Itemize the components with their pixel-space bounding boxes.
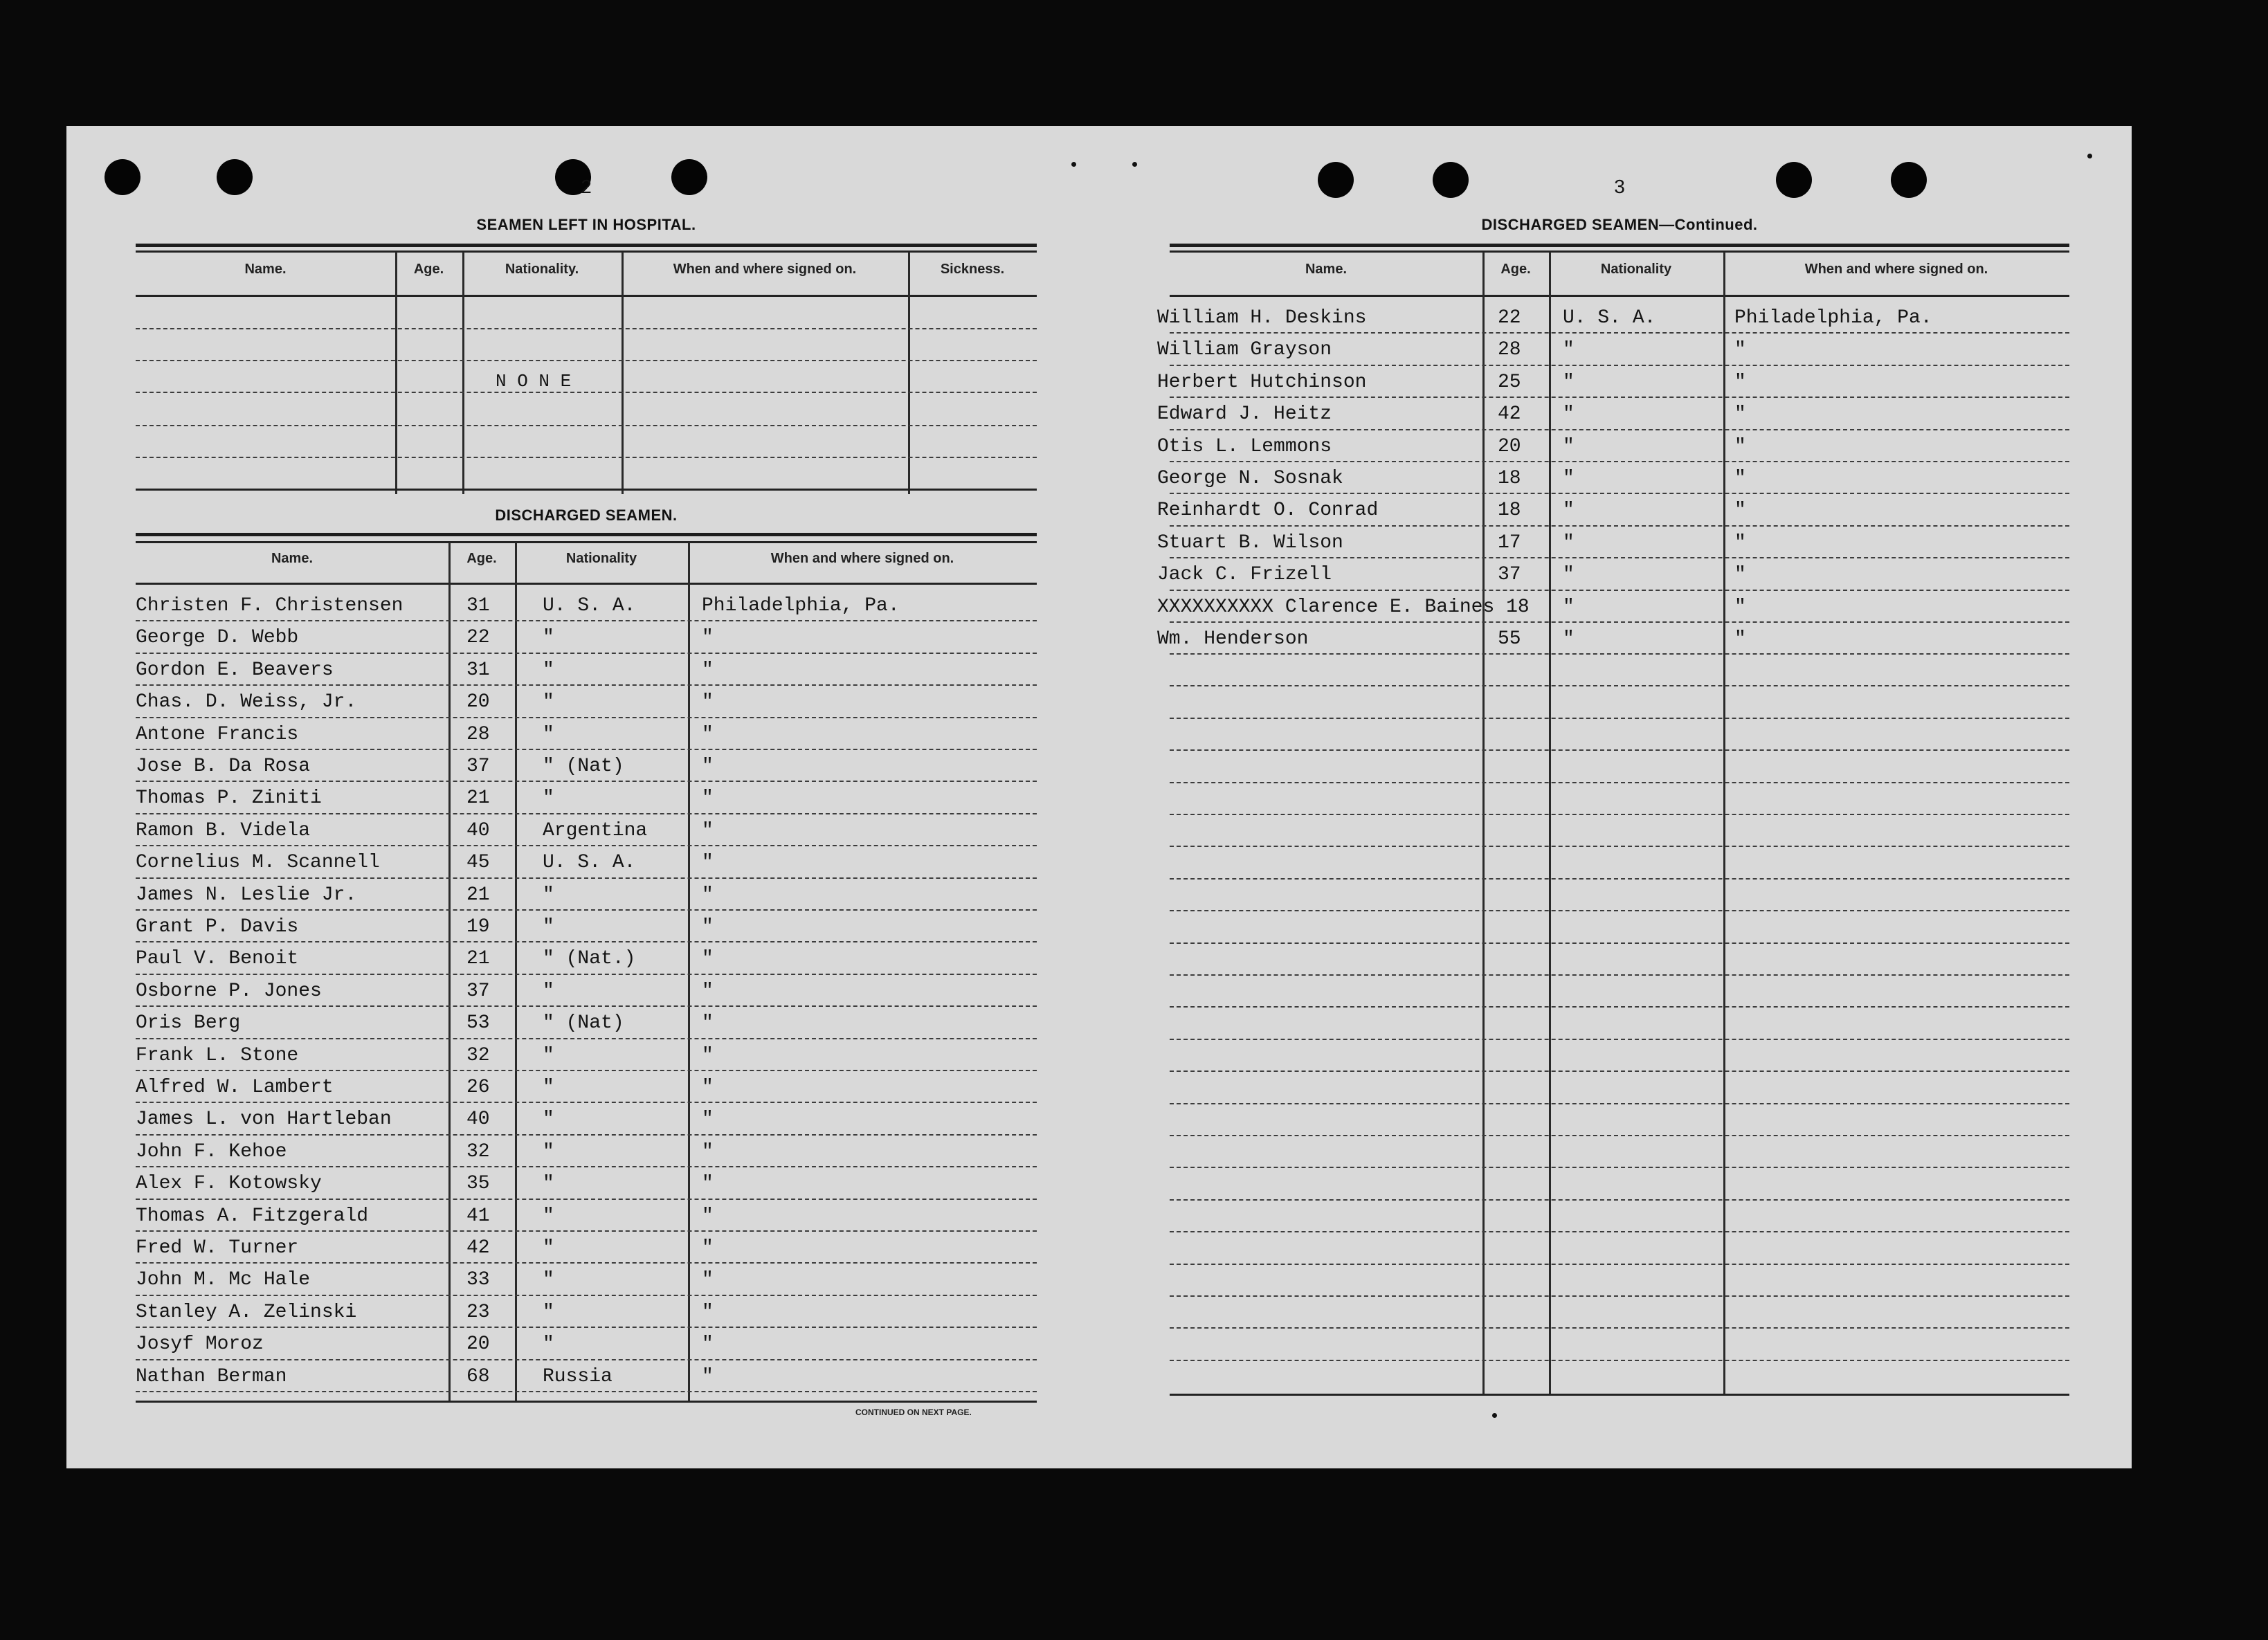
cell-nationality: "	[543, 787, 554, 810]
ruled-line	[1170, 1103, 2069, 1104]
ruled-line	[136, 1295, 1037, 1296]
cell-signed-on: "	[1734, 371, 1746, 393]
column-header-name: Name.	[244, 262, 287, 277]
ruled-line	[136, 974, 1037, 975]
cell-name: William Grayson	[1157, 339, 1332, 361]
cell-signed-on: "	[702, 1205, 714, 1227]
cell-signed-on: "	[702, 1237, 714, 1259]
ruled-line	[1170, 942, 2069, 944]
cell-age: 17	[1498, 531, 1521, 554]
table-row	[136, 751, 1037, 783]
table-row	[1157, 432, 2069, 464]
cell-nationality: "	[543, 1237, 554, 1259]
ruled-line	[136, 1102, 1037, 1103]
column-header-signed-on: When and where signed on.	[1804, 262, 1988, 277]
table-row	[136, 1201, 1037, 1233]
cell-nationality: "	[543, 1077, 554, 1098]
cell-nationality: "	[543, 627, 554, 649]
table-row	[1157, 367, 2069, 399]
cell-signed-on: "	[702, 1109, 714, 1131]
cell-signed-on: "	[702, 980, 714, 1002]
cell-age: 21	[466, 787, 490, 810]
ruled-line	[1170, 685, 2069, 686]
ruled-line	[1170, 397, 2069, 398]
section-rule	[136, 250, 1037, 253]
cell-nationality: "	[543, 916, 554, 938]
cell-age: 31	[466, 659, 490, 681]
cell-name: Alfred W. Lambert	[136, 1077, 334, 1098]
ruled-line	[136, 392, 1037, 393]
cell-name: George D. Webb	[136, 627, 299, 649]
ruled-line	[1170, 1167, 2069, 1168]
table-row	[136, 1169, 1037, 1201]
cell-nationality: "	[1563, 339, 1575, 361]
cell-signed-on: "	[702, 1077, 714, 1098]
ink-speck	[2087, 154, 2092, 158]
ruled-line	[1170, 1070, 2069, 1072]
ruled-line	[1170, 910, 2069, 911]
table-row	[136, 1073, 1037, 1104]
ruled-line	[1170, 365, 2069, 366]
cell-nationality: "	[543, 1140, 554, 1163]
table-row	[136, 1297, 1037, 1329]
cell-age: 42	[466, 1237, 490, 1259]
cell-nationality: "	[1563, 564, 1575, 586]
cell-signed-on: "	[1734, 403, 1746, 426]
section-rule	[1170, 244, 2069, 247]
ruled-line	[1170, 1199, 2069, 1201]
ruled-line	[1170, 782, 2069, 783]
ruled-line	[136, 877, 1037, 879]
cell-nationality: Argentina	[543, 819, 648, 841]
table-row	[136, 1329, 1037, 1361]
ruled-line	[136, 813, 1037, 814]
section-title-hospital: SEAMEN LEFT IN HOSPITAL.	[476, 216, 696, 233]
cell-signed-on: "	[702, 948, 714, 970]
ruled-line	[1170, 718, 2069, 719]
table-row	[136, 976, 1037, 1008]
cell-name: Ramon B. Videla	[136, 819, 311, 841]
cell-signed-on: Philadelphia, Pa.	[702, 595, 900, 617]
column-header-name: Name.	[1305, 262, 1348, 277]
ruled-line	[136, 845, 1037, 846]
column-header-signed-on: When and where signed on.	[770, 551, 954, 566]
cell-signed-on: "	[702, 1365, 714, 1387]
table-row	[136, 591, 1037, 623]
ruled-line	[136, 653, 1037, 654]
ruled-line	[1170, 1295, 2069, 1297]
none-entry: N O N E	[496, 371, 572, 392]
cell-nationality: "	[1563, 596, 1575, 618]
table-row	[136, 783, 1037, 815]
table-row	[136, 880, 1037, 912]
cell-nationality: "	[543, 1205, 554, 1227]
cell-name: Alex F. Kotowsky	[136, 1173, 322, 1195]
cell-name: Nathan Berman	[136, 1365, 287, 1387]
table-bottom-rule	[136, 1401, 1037, 1403]
cell-name: Otis L. Lemmons	[1157, 435, 1332, 457]
cell-age: 35	[466, 1173, 490, 1195]
cell-nationality: U. S. A.	[543, 595, 636, 617]
cell-nationality: "	[543, 1044, 554, 1066]
cell-age: 33	[466, 1269, 490, 1291]
ruled-line	[1170, 1135, 2069, 1136]
table-row	[136, 912, 1037, 944]
record-sheet	[66, 126, 2132, 1468]
header-rule	[1170, 295, 2069, 297]
ruled-line	[136, 425, 1037, 426]
column-header-nationality: Nationality	[565, 551, 637, 566]
ruled-line	[1170, 1264, 2069, 1265]
ruled-line	[1170, 1327, 2069, 1329]
ruled-line	[136, 781, 1037, 782]
cell-name: George N. Sosnak	[1157, 468, 1343, 489]
table-row	[136, 1041, 1037, 1073]
cell-signed-on: "	[702, 1012, 714, 1035]
column-header-sickness: Sickness.	[940, 262, 1005, 277]
cell-age: 22	[1498, 307, 1521, 329]
header-rule	[136, 583, 1037, 585]
ruled-line	[1170, 621, 2069, 623]
ruled-line	[1170, 461, 2069, 462]
ruled-line	[136, 1359, 1037, 1360]
cell-age: 37	[466, 980, 490, 1002]
table-row	[1157, 335, 2069, 367]
table-row	[136, 1104, 1037, 1136]
cell-name: James N. Leslie Jr.	[136, 884, 357, 906]
cell-signed-on: Philadelphia, Pa.	[1734, 307, 1932, 329]
cell-age: 32	[466, 1044, 490, 1066]
cell-name: Cornelius M. Scannell	[136, 852, 380, 874]
ruled-line	[1170, 1039, 2069, 1040]
table-row	[1157, 399, 2069, 431]
ruled-line	[1170, 653, 2069, 655]
ruled-line	[1170, 846, 2069, 847]
ruled-line	[136, 360, 1037, 361]
cell-name: Jack C. Frizell	[1157, 564, 1332, 586]
ruled-line	[136, 1199, 1037, 1200]
column-header-nationality: Nationality.	[505, 262, 579, 277]
ruled-line	[136, 941, 1037, 942]
cell-name: Antone Francis	[136, 723, 299, 745]
cell-nationality: "	[543, 1301, 554, 1323]
cell-nationality: "	[543, 723, 554, 745]
cell-nationality: "	[1563, 628, 1575, 650]
table-row	[1157, 495, 2069, 527]
cell-nationality: "	[543, 1173, 554, 1195]
cell-signed-on: "	[1734, 468, 1746, 489]
cell-age: 28	[1498, 339, 1521, 361]
cell-signed-on: "	[702, 787, 714, 810]
ruled-line	[1170, 1360, 2069, 1361]
table-row	[136, 623, 1037, 655]
cell-signed-on: "	[1734, 596, 1746, 618]
cell-nationality: U. S. A.	[543, 852, 636, 874]
cell-nationality: "	[543, 691, 554, 713]
cell-name: Jose B. Da Rosa	[136, 756, 311, 777]
section-title-discharged-continued: DISCHARGED SEAMEN—Continued.	[1481, 216, 1758, 233]
cell-name: John F. Kehoe	[136, 1140, 287, 1163]
ruled-line	[136, 749, 1037, 750]
cell-name: Edward J. Heitz	[1157, 403, 1332, 426]
cell-signed-on: "	[1734, 531, 1746, 554]
left-page	[136, 176, 1037, 1455]
cell-name: Thomas P. Ziniti	[136, 787, 322, 810]
column-header-age: Age.	[413, 262, 444, 277]
cell-age: 18	[1498, 468, 1521, 489]
ruled-line	[136, 620, 1037, 621]
cell-name: Grant P. Davis	[136, 916, 299, 938]
ruled-line	[1170, 429, 2069, 430]
cell-signed-on: "	[702, 723, 714, 745]
column-header-name: Name.	[271, 551, 314, 566]
cell-name: William H. Deskins	[1157, 307, 1367, 329]
cell-nationality: "	[543, 1333, 554, 1356]
ruled-line	[136, 1327, 1037, 1328]
ruled-line	[1170, 332, 2069, 334]
table-bottom-rule	[1170, 1394, 2069, 1396]
ruled-line	[136, 684, 1037, 686]
column-header-age: Age.	[466, 551, 497, 566]
cell-name: Stuart B. Wilson	[1157, 531, 1343, 554]
cell-name: John M. Mc Hale	[136, 1269, 311, 1291]
ruled-line	[136, 1070, 1037, 1071]
cell-age: 31	[466, 595, 490, 617]
ruled-line	[136, 1005, 1037, 1007]
cell-signed-on: "	[702, 1333, 714, 1356]
cell-signed-on: "	[702, 627, 714, 649]
cell-signed-on: "	[1734, 628, 1746, 650]
cell-age: 40	[466, 819, 490, 841]
table-row	[136, 720, 1037, 751]
header-rule	[136, 295, 1037, 297]
column-header-age: Age.	[1500, 262, 1531, 277]
cell-signed-on: "	[702, 852, 714, 874]
column-header-signed-on: When and where signed on.	[673, 262, 857, 277]
cell-age: 22	[466, 627, 490, 649]
ruled-line	[1170, 1231, 2069, 1232]
cell-age: 25	[1498, 371, 1521, 393]
ruled-line	[136, 328, 1037, 329]
ruled-line	[136, 1262, 1037, 1264]
ruled-line	[136, 909, 1037, 911]
cell-nationality: " (Nat.)	[543, 948, 636, 970]
cell-age: 21	[466, 948, 490, 970]
table-row	[136, 816, 1037, 848]
cell-nationality: "	[543, 659, 554, 681]
cell-signed-on: "	[702, 659, 714, 681]
section-rule	[136, 489, 1037, 491]
cell-age: 68	[466, 1365, 490, 1387]
cell-name: Reinhardt O. Conrad	[1157, 500, 1379, 522]
table-row	[1157, 624, 2069, 656]
section-title-discharged: DISCHARGED SEAMEN.	[495, 507, 678, 524]
ruled-line	[136, 717, 1037, 718]
cell-nationality: "	[1563, 500, 1575, 522]
cell-age: 28	[466, 723, 490, 745]
ruled-line	[1170, 557, 2069, 558]
cell-age: 18	[1498, 500, 1521, 522]
cell-name: Gordon E. Beavers	[136, 659, 334, 681]
cell-name: Oris Berg	[136, 1012, 241, 1035]
cell-signed-on: "	[1734, 500, 1746, 522]
cell-signed-on: "	[702, 819, 714, 841]
ruled-line	[136, 1230, 1037, 1232]
table-row	[136, 655, 1037, 687]
table-row	[136, 1233, 1037, 1265]
cell-age: 32	[466, 1140, 490, 1163]
cell-signed-on: "	[1734, 564, 1746, 586]
cell-nationality: "	[1563, 435, 1575, 457]
cell-name: Paul V. Benoit	[136, 948, 299, 970]
cell-age: 45	[466, 852, 490, 874]
cell-signed-on: "	[702, 756, 714, 777]
cell-nationality: "	[1563, 531, 1575, 554]
table-row	[136, 1362, 1037, 1394]
ruled-line	[1170, 590, 2069, 591]
cell-signed-on: "	[702, 1269, 714, 1291]
section-rule	[136, 533, 1037, 536]
cell-age: 20	[466, 1333, 490, 1356]
cell-age: 21	[466, 884, 490, 906]
table-row	[136, 944, 1037, 976]
cell-age: 53	[466, 1012, 490, 1035]
cell-age: 20	[466, 691, 490, 713]
cell-name: XXXXXXXXXX Clarence E. Baines 18	[1157, 596, 1530, 618]
cell-name: Fred W. Turner	[136, 1237, 299, 1259]
table-row	[1157, 464, 2069, 495]
ruled-line	[136, 457, 1037, 458]
section-rule	[1170, 250, 2069, 253]
cell-name: Josyf Moroz	[136, 1333, 264, 1356]
table-row	[136, 1008, 1037, 1040]
cell-signed-on: "	[1734, 435, 1746, 457]
cell-age: 20	[1498, 435, 1521, 457]
cell-signed-on: "	[702, 1301, 714, 1323]
cell-nationality: "	[543, 980, 554, 1002]
cell-name: Stanley A. Zelinski	[136, 1301, 357, 1323]
table-row	[1157, 528, 2069, 560]
cell-name: Wm. Henderson	[1157, 628, 1309, 650]
cell-nationality: U. S. A.	[1563, 307, 1656, 329]
cell-name: Herbert Hutchinson	[1157, 371, 1367, 393]
cell-name: Christen F. Christensen	[136, 595, 403, 617]
ruled-line	[1170, 814, 2069, 815]
page-number: 2	[581, 176, 592, 197]
column-header-nationality: Nationality	[1600, 262, 1672, 277]
cell-age: 23	[466, 1301, 490, 1323]
table-row	[136, 1137, 1037, 1169]
ink-speck	[1071, 162, 1076, 167]
cell-signed-on: "	[702, 1044, 714, 1066]
table-row	[1157, 303, 2069, 335]
cell-name: Thomas A. Fitzgerald	[136, 1205, 369, 1227]
cell-age: 37	[1498, 564, 1521, 586]
cell-age: 42	[1498, 403, 1521, 426]
section-rule	[136, 541, 1037, 543]
cell-name: Frank L. Stone	[136, 1044, 299, 1066]
cell-age: 26	[466, 1077, 490, 1098]
cell-nationality: "	[1563, 403, 1575, 426]
section-rule	[136, 244, 1037, 247]
ruled-line	[136, 1391, 1037, 1392]
ruled-line	[1170, 525, 2069, 527]
table-row	[136, 687, 1037, 719]
cell-nationality: "	[1563, 371, 1575, 393]
cell-age: 37	[466, 756, 490, 777]
table-row	[1157, 560, 2069, 592]
cell-signed-on: "	[702, 916, 714, 938]
ruled-line	[136, 1038, 1037, 1039]
ruled-line	[136, 1134, 1037, 1136]
right-page	[1157, 176, 2069, 1455]
cell-nationality: " (Nat)	[543, 1012, 624, 1035]
cell-nationality: "	[543, 1269, 554, 1291]
ruled-line	[1170, 974, 2069, 976]
continued-note: CONTINUED ON NEXT PAGE.	[855, 1407, 972, 1417]
cell-nationality: "	[543, 1109, 554, 1131]
page-number: 3	[1614, 176, 1625, 197]
cell-signed-on: "	[702, 1173, 714, 1195]
ruled-line	[1170, 1006, 2069, 1008]
cell-nationality: Russia	[543, 1365, 613, 1387]
cell-age: 41	[466, 1205, 490, 1227]
table-row	[1157, 592, 2069, 624]
cell-nationality: "	[543, 884, 554, 906]
ruled-line	[1170, 878, 2069, 880]
cell-signed-on: "	[702, 884, 714, 906]
cell-nationality: " (Nat)	[543, 756, 624, 777]
cell-age: 40	[466, 1109, 490, 1131]
cell-nationality: "	[1563, 468, 1575, 489]
cell-age: 55	[1498, 628, 1521, 650]
cell-signed-on: "	[1734, 339, 1746, 361]
ruled-line	[1170, 493, 2069, 494]
cell-name: Chas. D. Weiss, Jr.	[136, 691, 357, 713]
cell-signed-on: "	[702, 1140, 714, 1163]
cell-name: James L. von Hartleban	[136, 1109, 392, 1131]
ruled-line	[136, 1166, 1037, 1167]
cell-signed-on: "	[702, 691, 714, 713]
cell-age: 19	[466, 916, 490, 938]
table-row	[136, 848, 1037, 880]
table-row	[136, 1265, 1037, 1297]
ink-speck	[1132, 162, 1137, 167]
ruled-line	[1170, 749, 2069, 751]
cell-name: Osborne P. Jones	[136, 980, 322, 1002]
